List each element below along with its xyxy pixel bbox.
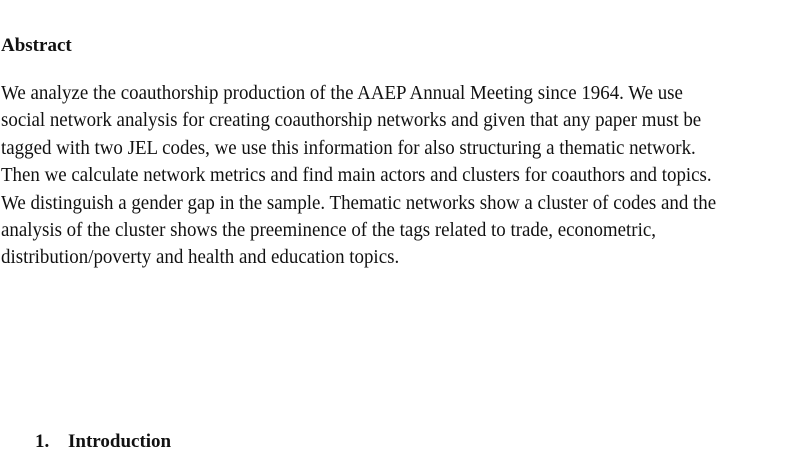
abstract-line: analysis of the cluster shows the preeminence of the tags related to trade, econometric, xyxy=(1,220,656,242)
abstract-line: social network analysis for creating coauthorship networks and given that any paper must be xyxy=(1,110,702,132)
abstract-heading: Abstract xyxy=(1,35,72,56)
abstract-line: distribution/poverty and health and education topics. xyxy=(1,247,400,269)
abstract-line: We distinguish a gender gap in the sample. Thematic networks show a cluster of codes and the xyxy=(1,192,717,214)
abstract-line: We analyze the coauthorship production of the AAEP Annual Meeting since 1964. We use xyxy=(1,83,683,104)
abstract-line: Then we calculate network metrics and find main actors and clusters for coauthors and topics. xyxy=(1,165,712,187)
section-number: 1. xyxy=(35,431,50,452)
section-title: Introduction xyxy=(68,431,172,452)
abstract-line: tagged with two JEL codes, we use this information for also structuring a thematic network. xyxy=(1,137,696,159)
abstract-body xyxy=(1,80,738,272)
